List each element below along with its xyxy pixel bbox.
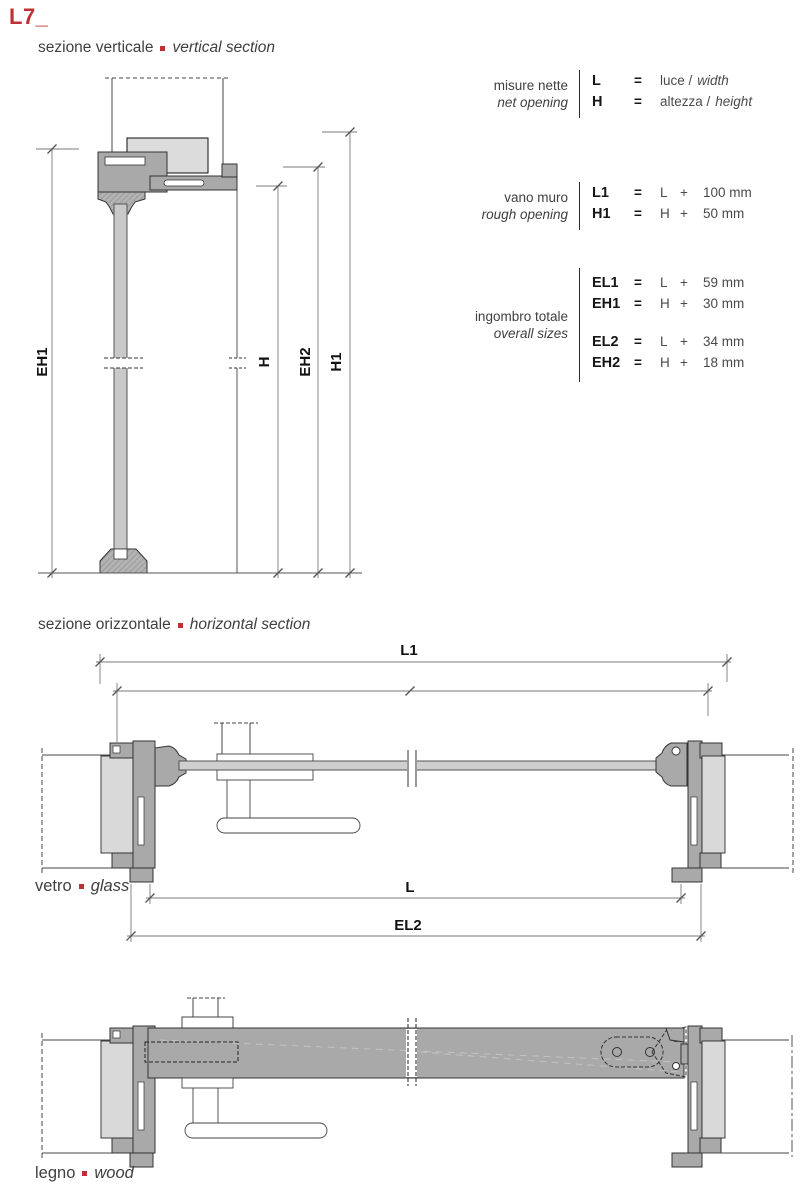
- dim-label-h: H: [256, 356, 273, 368]
- legend-label-it: misure nette: [493, 78, 568, 93]
- legend-label-en: rough opening: [481, 207, 568, 222]
- door-panel-section: [114, 204, 127, 552]
- horizontal-section-wood-drawing: [30, 960, 806, 1203]
- legend-net-opening: [452, 70, 752, 118]
- legend-label-it: vano muro: [504, 190, 568, 205]
- dimension-ticks: [96, 658, 732, 696]
- break-marks: [104, 358, 246, 368]
- material-english: glass: [90, 877, 130, 895]
- glass-panel: [179, 761, 660, 770]
- top-frame-profile: [98, 152, 237, 192]
- handle-wood: [182, 1078, 327, 1138]
- legend-row: H = altezza / height: [592, 94, 753, 110]
- material-italian: legno: [35, 1164, 76, 1182]
- heading-english: horizontal section: [189, 616, 311, 633]
- dim-label-l1: L1: [400, 642, 418, 659]
- horizontal-section-glass-drawing: [30, 640, 806, 960]
- dim-label-eh2: EH2: [297, 347, 314, 377]
- horizontal-section-heading: [38, 616, 310, 634]
- material-label-wood: [35, 1164, 134, 1183]
- material-italian: vetro: [35, 877, 72, 895]
- legend-overall-sizes: [452, 268, 744, 382]
- dim-label-eh1: EH1: [34, 347, 51, 377]
- dim-label-h1: H1: [328, 352, 345, 372]
- vertical-section-drawing: [30, 60, 370, 600]
- legend-row: EL1 = L + 59 mm: [592, 274, 745, 291]
- red-square-bullet: [160, 46, 165, 51]
- legend-row: L = luce / width: [592, 73, 729, 89]
- page-title: L7_: [9, 4, 49, 29]
- legend-label-en: overall sizes: [493, 326, 568, 341]
- legend-rough-opening: [452, 182, 752, 230]
- ceiling-bracket-projection: [214, 723, 258, 754]
- handle-glass: [217, 780, 360, 833]
- legend-row: EH2 = H + 18 mm: [592, 354, 745, 371]
- glass-clamp-right: [656, 743, 687, 786]
- legend-row: H1 = H + 50 mm: [592, 206, 745, 222]
- vertical-section-heading: [38, 39, 275, 57]
- ceiling-bracket-projection: [182, 998, 233, 1028]
- heading-italian: sezione orizzontale: [38, 616, 171, 633]
- heading-italian: sezione verticale: [38, 39, 154, 56]
- dim-label-el2: EL2: [394, 917, 422, 934]
- dim-line-l1: [96, 654, 731, 742]
- legend-label-it: ingombro totale: [474, 309, 568, 324]
- legend-label-en: net opening: [497, 95, 568, 110]
- panel-break: [407, 750, 417, 787]
- legend-row: EH1 = H + 30 mm: [592, 295, 745, 312]
- legend-row: EL2 = L + 34 mm: [592, 333, 745, 350]
- material-english: wood: [94, 1164, 134, 1182]
- dim-label-l: L: [405, 879, 415, 896]
- heading-english: vertical section: [172, 39, 275, 56]
- floor-guide: [100, 549, 147, 573]
- legend-row: L1 = L + 100 mm: [592, 185, 752, 201]
- red-square-bullet: [82, 1171, 87, 1176]
- material-label-glass: [35, 877, 129, 896]
- red-square-bullet: [79, 884, 84, 889]
- red-square-bullet: [178, 623, 183, 628]
